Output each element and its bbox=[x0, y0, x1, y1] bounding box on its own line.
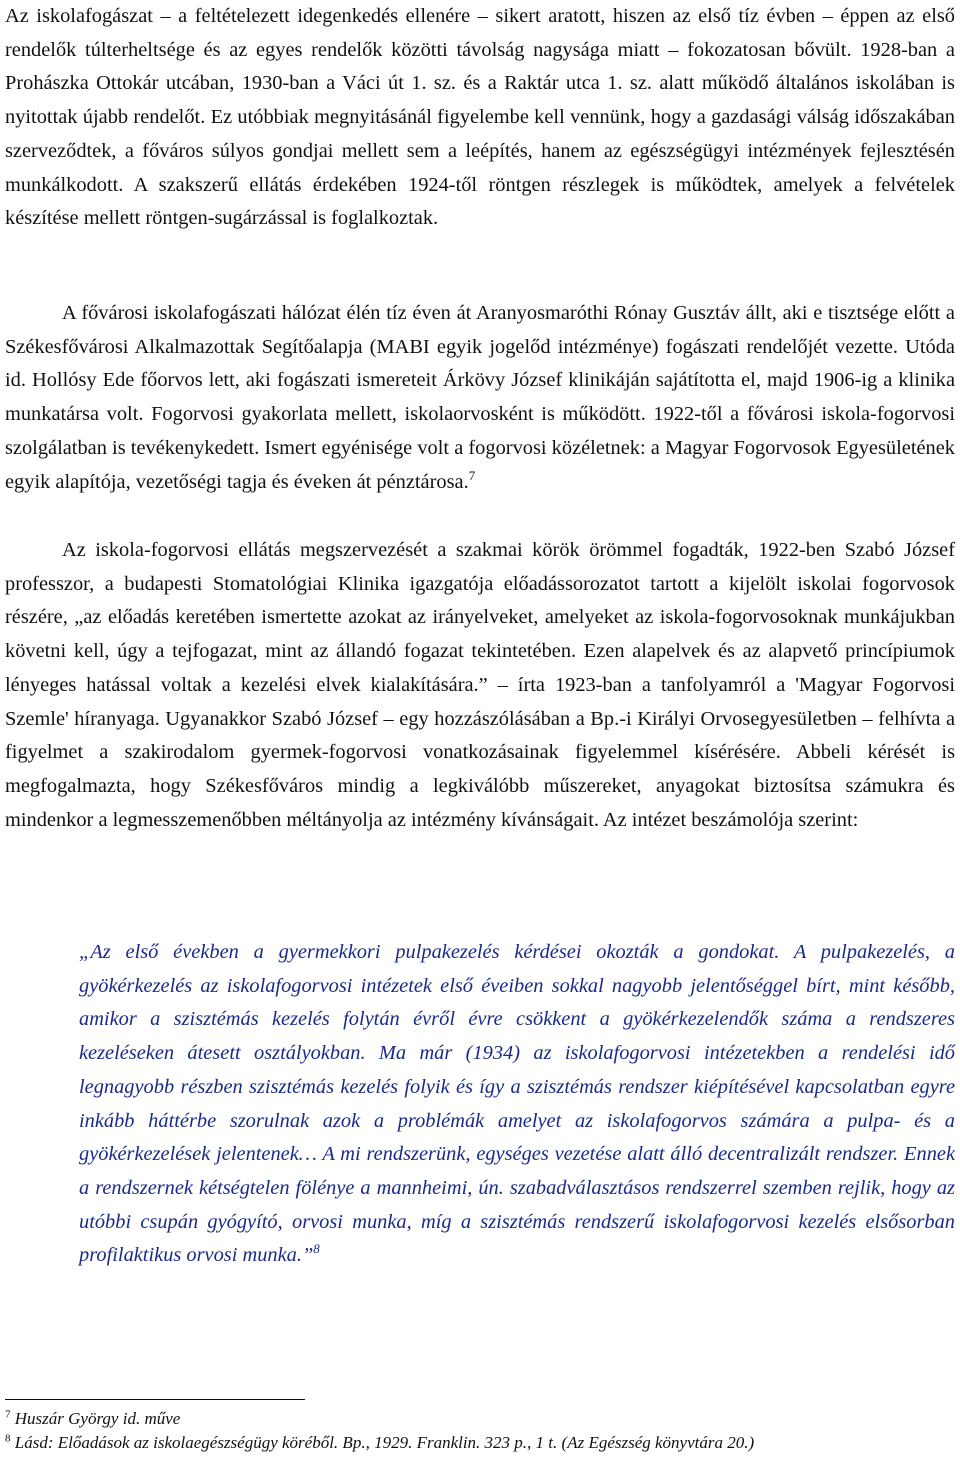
footnote-8 bbox=[5, 1431, 955, 1455]
footnote-7 bbox=[5, 1407, 955, 1431]
footnote-ref-7[interactable]: 7 bbox=[468, 467, 476, 483]
footnote-number-8: 8 bbox=[5, 1432, 11, 1445]
paragraph-2 bbox=[5, 297, 955, 499]
block-quote bbox=[79, 936, 955, 1273]
paragraph-3 bbox=[5, 534, 955, 837]
paragraph-1 bbox=[5, 0, 955, 236]
footnote-number-7: 7 bbox=[5, 1408, 11, 1421]
footnote-8-text: Lásd: Előadások az iskolaegészségügy köréből. Bp., 1929. Franklin. 323 p., 1 t. (Az Egészség könyvtára 20.) bbox=[14, 1433, 755, 1452]
paragraph-2-text: A fővárosi iskolafogászati hálózat élén tíz éven át Aranyosmaróthi Rónay Gusztáv állt, aki e tisztsége előtt a Székesfővárosi Alkalmazottak Segítőalapja (MABI egyik jogelőd intézménye) fogászati rendelőjét vezette. Utóda id. Hollósy Ede főorvos lett, aki fogászati ismereteit Árkövy József klinikáján sajátította el, majd 1906-ig a klinika munkatársa volt. Fogorvosi gyakorlata mellett, iskolaorvosként is működött. 1922-től a fővárosi iskola-fogorvosi szolgálatban is tevékenykedett. Ismert egyénisége volt a fogorvosi közéletnek: a Magyar Fogorvosok Egyesületének egyik alapítója, vezetőségi tagja és éveken át pénztárosa. bbox=[5, 302, 955, 493]
footnotes bbox=[5, 1407, 955, 1455]
paragraph-3-text: Az iskola-fogorvosi ellátás megszervezését a szakmai körök örömmel fogadták, 1922-ben Szabó József professzor, a budapesti Stomatológiai Klinika igazgatója előadássorozatot tartott a kijelölt iskolai fogorvosok részére, „az előadás keretében ismertette azokat az irányelveket, amelyeket az iskola-fogorvosoknak munkájukban követni kell, úgy a tejfogazat, mint az állandó fogazat tekintetében. Ezen alapelvek és az alapvető princípiumok lényeges hatással voltak a kezelési elvek kialakítására.” – írta 1923-ban a tanfolyamról a 'Magyar Fogorvosi Szemle' híranyaga. Ugyanakkor Szabó József – egy hozzászólásában a Bp.-i Királyi Orvosegyesületben – felhívta a figyelmet a szakirodalom gyermek-fogorvosi vonatkozásainak figyelemmel kísérésére. Abbeli kérését is megfogalmazta, hogy Székesfőváros mindig a legkiválóbb műszereket, anyagokat biztosítsa számukra és mindenkor a legmesszemenőbben méltányolja az intézmény kívánságait. Az intézet beszámolója szerint: bbox=[5, 539, 955, 831]
paragraph-1-text: Az iskolafogászat – a feltételezett idegenkedés ellenére – sikert aratott, hiszen az első tíz évben – éppen az első rendelők túlterheltsége és az egyes rendelők közötti távolság nagysága miatt – fokozatosan bővült. 1928-ban a Prohászka Ottokár utcában, 1930-ban a Váci út 1. sz. és a Raktár utca 1. sz. alatt működő általános iskolában is nyitottak újabb rendelőt. Ez utóbbiak megnyitásánál figyelembe kell vennünk, hogy a gazdasági válság időszakában szerveződtek, a főváros súlyos gondjai mellett sem a leépítés, hanem az egészségügyi intézmények fejlesztésén munkálkodott. A szakszerű ellátás érdekében 1924-től röntgen részlegek is működtek, amelyek a felvételek készítése mellett röntgen-sugárzással is foglalkoztak. bbox=[5, 5, 955, 230]
footnote-separator bbox=[5, 1399, 305, 1400]
block-quote-text: „Az első években a gyermekkori pulpakezelés kérdései okozták a gondokat. A pulpakezelés, a gyökérkezelés az iskolafogorvosi intézetek első éveiben sokkal nagyobb jelentőséggel bírt, mint később, amikor a szisztémás kezelés folytán évről évre csökkent a gyökérkezelendők száma a rendszeres kezeléseken átesett osztályokban. Ma már (1934) az iskolafogorvosi intézetekben a rendelési idő legnagyobb részben szisztémás kezelés folyik és így a szisztémás rendszer kiépítésével kapcsolatban egyre inkább háttérbe szorulnak azok a problémák amelyet az iskolafogorvos számára a pulpa- és a gyökérkezelések jelentenek… A mi rendszerünk, egységes vezetése alatt álló decentralizált rendszer. Ennek a rendszernek kétségtelen fölénye a mannheimi, ún. szabadválasztásos rendszerrel szemben rejlik, hogy az utóbbi csupán gyógyító, orvosi munka, míg a szisztémás rendszerű iskolafogorvosi kezelés elsősorban profilaktikus orvosi munka.” bbox=[79, 941, 955, 1267]
footnote-ref-8[interactable]: 8 bbox=[313, 1241, 320, 1257]
footnote-7-text: Huszár György id. műve bbox=[14, 1409, 181, 1428]
